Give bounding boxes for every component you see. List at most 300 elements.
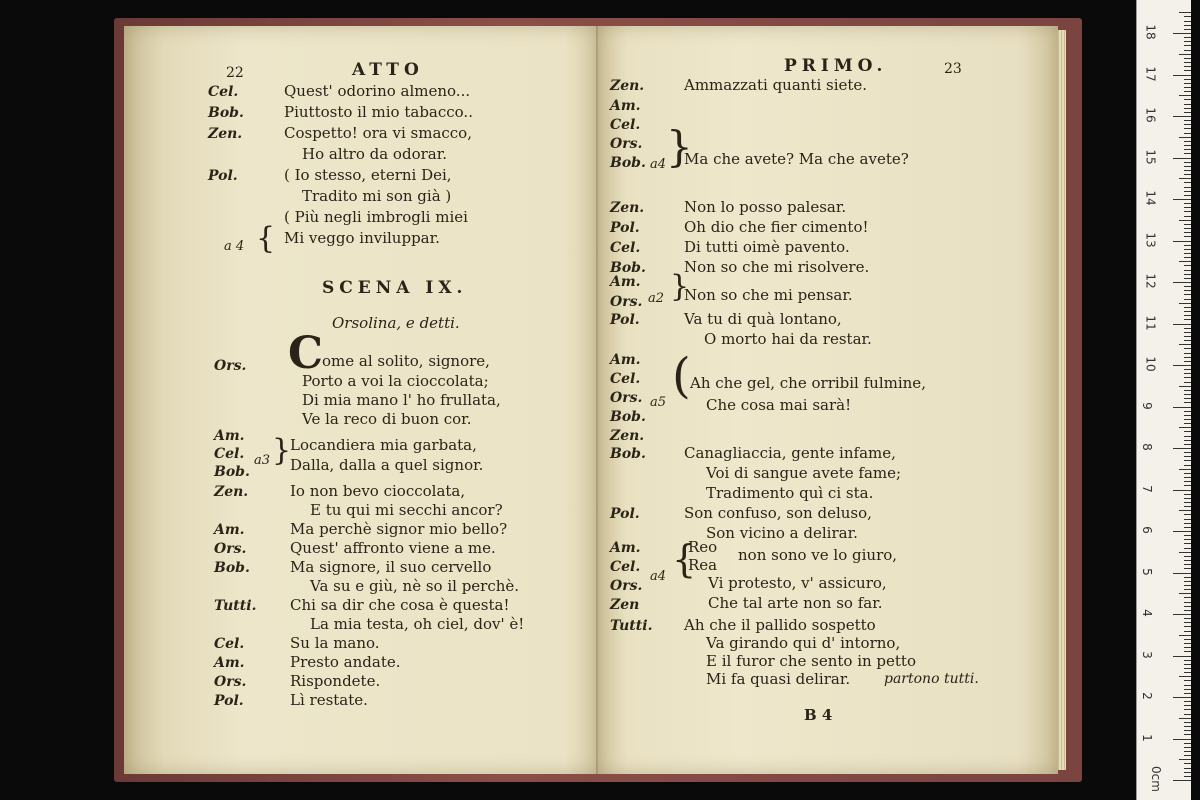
ruler-tick xyxy=(1173,780,1191,781)
ruler-tick xyxy=(1184,755,1191,756)
ruler-tick xyxy=(1184,394,1191,395)
ruler-tick xyxy=(1184,651,1191,652)
ruler-label: 17 xyxy=(1143,65,1158,82)
group2-text: Non so che mi pensar. xyxy=(684,286,853,304)
ruler-tick xyxy=(1184,336,1191,337)
ruler-tick xyxy=(1184,440,1191,441)
ruler-tick xyxy=(1184,87,1191,88)
page-number: 23 xyxy=(944,61,962,77)
ruler-tick xyxy=(1184,498,1191,499)
ruler-label: 16 xyxy=(1143,107,1158,123)
ruler-tick xyxy=(1184,162,1191,163)
ruler-tick xyxy=(1184,456,1191,457)
ruler-label: 0cm xyxy=(1148,766,1163,792)
ruler-tick xyxy=(1184,465,1191,466)
ruler-label: 9 xyxy=(1139,401,1154,410)
ruler-label: 11 xyxy=(1143,314,1158,331)
ruler-tick xyxy=(1184,50,1191,51)
ruler-tick xyxy=(1184,62,1191,63)
ruler-tick xyxy=(1184,382,1191,383)
speaker: Am. xyxy=(214,428,245,444)
ensemble-label: a 4 xyxy=(224,239,245,254)
ruler-tick xyxy=(1184,705,1191,706)
left-page xyxy=(124,26,600,774)
ruler-tick xyxy=(1184,411,1191,412)
ruler-tick xyxy=(1184,274,1191,275)
verse-line: Dalla, dalla a quel signor. xyxy=(290,456,484,474)
ruler-tick xyxy=(1184,70,1191,71)
speaker: Pol. xyxy=(208,168,238,184)
ruler-tick xyxy=(1184,319,1191,320)
ruler-tick xyxy=(1173,739,1191,740)
speaker: Am. xyxy=(610,540,641,556)
ruler-tick xyxy=(1173,614,1191,615)
ruler-label: 5 xyxy=(1139,567,1154,576)
ruler-tick xyxy=(1184,253,1191,254)
ruler-tick xyxy=(1173,697,1191,698)
ruler-tick xyxy=(1184,419,1191,420)
verse-line: Mi veggo inviluppar. xyxy=(284,229,440,247)
ruler-tick xyxy=(1184,79,1191,80)
group1-text: Ma che avete? Ma che avete? xyxy=(684,150,909,168)
verse-line: Canagliaccia, gente infame, xyxy=(684,444,896,462)
ruler-tick xyxy=(1179,344,1191,345)
verse-line: Su la mano. xyxy=(290,634,380,652)
ruler-tick xyxy=(1184,66,1191,67)
ruler-tick xyxy=(1179,54,1191,55)
ruler-tick xyxy=(1184,328,1191,329)
ruler-tick xyxy=(1179,718,1191,719)
verse-line: Ah che il pallido sospetto xyxy=(684,616,876,634)
group3-label: a5 xyxy=(650,395,667,410)
ruler-tick xyxy=(1184,224,1191,225)
ruler-tick xyxy=(1184,776,1191,777)
ruler-tick xyxy=(1184,626,1191,627)
ruler-tick xyxy=(1184,606,1191,607)
verse-line: Che tal arte non so far. xyxy=(708,594,883,612)
ruler-tick xyxy=(1184,311,1191,312)
running-head: PRIMO. xyxy=(784,56,888,76)
speaker: Cel. xyxy=(214,446,245,462)
ruler-tick xyxy=(1184,685,1191,686)
ruler-label: 15 xyxy=(1143,148,1158,165)
speaker: Cel. xyxy=(610,559,641,575)
ruler-tick xyxy=(1184,610,1191,611)
ruler-tick xyxy=(1184,145,1191,146)
ruler-tick xyxy=(1184,556,1191,557)
ruler-tick xyxy=(1184,701,1191,702)
right-page xyxy=(598,26,1058,774)
verse-line: ome al solito, signore, xyxy=(322,352,490,370)
ruler-tick xyxy=(1184,299,1191,300)
ruler-tick xyxy=(1184,207,1191,208)
ruler-tick xyxy=(1184,166,1191,167)
speaker: Zen xyxy=(610,597,640,613)
ruler-tick xyxy=(1184,672,1191,673)
verse-line: non sono ve lo giuro, xyxy=(738,546,898,564)
ruler-tick xyxy=(1173,448,1191,449)
ruler-tick xyxy=(1184,373,1191,374)
verse-line: Vi protesto, v' assicuro, xyxy=(708,574,887,592)
ruler-tick xyxy=(1184,597,1191,598)
speaker: Am. xyxy=(610,274,641,290)
ruler-tick xyxy=(1184,664,1191,665)
ruler-tick xyxy=(1184,21,1191,22)
trio-brace: } xyxy=(272,433,292,468)
verse-line: La mia testa, oh ciel, dov' è! xyxy=(310,615,525,633)
verse-line: Ammazzati quanti siete. xyxy=(684,76,868,94)
ruler-tick xyxy=(1184,182,1191,183)
verse-line: Va su e giù, nè so il perchè. xyxy=(310,577,520,595)
ruler-tick xyxy=(1184,477,1191,478)
drop-cap: C xyxy=(288,328,324,379)
verse-line: Quest' affronto viene a me. xyxy=(290,539,496,557)
ruler-tick xyxy=(1184,568,1191,569)
group2-brace: } xyxy=(670,269,690,304)
ruler-tick xyxy=(1184,494,1191,495)
verse-line: Oh dio che fier cimento! xyxy=(684,218,869,236)
group2-label: a2 xyxy=(648,291,665,306)
ruler-tick xyxy=(1184,216,1191,217)
ruler-tick xyxy=(1184,730,1191,731)
speaker: Zen. xyxy=(214,484,249,500)
ruler-tick xyxy=(1184,543,1191,544)
ruler-tick xyxy=(1184,91,1191,92)
ruler-tick xyxy=(1179,759,1191,760)
ruler-tick xyxy=(1184,245,1191,246)
ruler-tick xyxy=(1173,241,1191,242)
running-head: ATTO xyxy=(352,60,424,80)
ruler-tick xyxy=(1184,398,1191,399)
speaker: Ors. xyxy=(610,578,643,594)
ruler-tick xyxy=(1184,481,1191,482)
ruler-label: 10 xyxy=(1143,356,1158,372)
ruler-tick xyxy=(1184,361,1191,362)
ruler-tick xyxy=(1184,631,1191,632)
speaker: Zen. xyxy=(610,428,645,444)
ruler-tick xyxy=(1184,751,1191,752)
speaker: Zen. xyxy=(610,78,645,94)
ruler-tick xyxy=(1184,668,1191,669)
ruler-tick xyxy=(1184,236,1191,237)
ruler-tick xyxy=(1184,112,1191,113)
group4-label: a4 xyxy=(650,569,667,584)
ruler-tick xyxy=(1173,365,1191,366)
ruler-tick xyxy=(1184,315,1191,316)
ruler-tick xyxy=(1184,535,1191,536)
ruler-tick xyxy=(1184,141,1191,142)
verse-line: Non so che mi risolvere. xyxy=(684,258,870,276)
speaker: Cel. xyxy=(214,636,245,652)
ruler-tick xyxy=(1173,158,1191,159)
ruler-tick xyxy=(1184,58,1191,59)
ruler-tick xyxy=(1184,444,1191,445)
ruler-tick xyxy=(1179,552,1191,553)
ruler-tick xyxy=(1184,693,1191,694)
verse-line: E il furor che sento in petto xyxy=(706,652,916,670)
ruler-tick xyxy=(1173,573,1191,574)
speaker: Bob. xyxy=(214,560,250,576)
ruler-tick xyxy=(1184,402,1191,403)
ruler-tick xyxy=(1184,506,1191,507)
ruler-tick xyxy=(1184,423,1191,424)
ruler-label: 1 xyxy=(1139,733,1154,742)
ruler-tick xyxy=(1184,415,1191,416)
verse-line: Locandiera mia garbata, xyxy=(290,436,477,454)
ruler-tick xyxy=(1184,460,1191,461)
ruler-tick xyxy=(1184,622,1191,623)
speaker: Tutti. xyxy=(214,598,257,614)
ruler-tick xyxy=(1173,324,1191,325)
ruler-tick xyxy=(1184,734,1191,735)
ruler-tick xyxy=(1184,390,1191,391)
stage-direction: partono tutti. xyxy=(884,671,979,687)
ruler-tick xyxy=(1184,523,1191,524)
ruler-tick xyxy=(1173,33,1191,34)
ruler-tick xyxy=(1184,714,1191,715)
ruler-tick xyxy=(1184,357,1191,358)
verse-line: Porto a voi la cioccolata; xyxy=(302,372,489,390)
ruler-tick xyxy=(1184,45,1191,46)
verse-line: ( Più negli imbrogli miei xyxy=(284,208,468,226)
ruler-tick xyxy=(1179,178,1191,179)
ruler-label: 6 xyxy=(1139,526,1154,534)
ruler-tick xyxy=(1184,83,1191,84)
speaker: Cel. xyxy=(610,240,641,256)
ruler-tick xyxy=(1184,203,1191,204)
ruler-tick xyxy=(1184,485,1191,486)
ruler-tick xyxy=(1184,187,1191,188)
ruler-tick xyxy=(1184,29,1191,30)
signature-mark: B 4 xyxy=(804,706,833,724)
speaker: Bob. xyxy=(610,260,646,276)
scene-title: SCENA IX. xyxy=(322,278,468,298)
ruler-tick xyxy=(1184,722,1191,723)
speaker: Pol. xyxy=(214,693,244,709)
ruler-tick xyxy=(1179,635,1191,636)
speaker: Ors. xyxy=(214,674,247,690)
ruler-tick xyxy=(1184,643,1191,644)
ruler-tick xyxy=(1173,656,1191,657)
ruler-tick xyxy=(1184,232,1191,233)
verse-line: Ma perchè signor mio bello? xyxy=(290,520,508,538)
ruler-tick xyxy=(1173,116,1191,117)
ruler-tick xyxy=(1184,585,1191,586)
verse-line: Di mia mano l' ho frullata, xyxy=(302,391,501,409)
ensemble-brace: { xyxy=(256,221,276,256)
ruler-tick xyxy=(1184,377,1191,378)
speaker: Cel. xyxy=(610,117,641,133)
ruler-tick xyxy=(1179,427,1191,428)
speaker: Pol. xyxy=(610,506,640,522)
speaker: Bob. xyxy=(610,155,646,171)
ruler-tick xyxy=(1184,16,1191,17)
ruler-tick xyxy=(1173,199,1191,200)
speaker: Zen. xyxy=(208,126,243,142)
speaker: Tutti. xyxy=(610,618,653,634)
ruler-tick xyxy=(1179,261,1191,262)
ruler-tick xyxy=(1179,220,1191,221)
page-number: 22 xyxy=(226,65,244,81)
ruler-tick xyxy=(1184,527,1191,528)
ruler-tick xyxy=(1179,95,1191,96)
group4-brace: { xyxy=(672,537,697,581)
speaker: Pol. xyxy=(610,312,640,328)
ruler-tick xyxy=(1184,431,1191,432)
ruler-label: 7 xyxy=(1139,484,1154,493)
verse-line: Cospetto! ora vi smacco, xyxy=(284,124,472,142)
ruler-tick xyxy=(1184,548,1191,549)
verse-line: Ho altro da odorar. xyxy=(302,145,447,163)
ruler-tick xyxy=(1184,133,1191,134)
ruler-label: 14 xyxy=(1143,190,1158,206)
ruler-tick xyxy=(1184,618,1191,619)
ruler-label: 13 xyxy=(1143,231,1158,248)
speaker: Ors. xyxy=(214,541,247,557)
ruler-tick xyxy=(1184,680,1191,681)
speaker: Bob. xyxy=(610,409,646,425)
ruler-tick xyxy=(1173,407,1191,408)
ruler-tick xyxy=(1184,581,1191,582)
verse-line: Quest' odorino almeno... xyxy=(284,82,471,100)
ruler-tick xyxy=(1184,290,1191,291)
scene-subtitle: Orsolina, e detti. xyxy=(332,314,460,332)
ruler-tick xyxy=(1184,25,1191,26)
group1-label: a4 xyxy=(650,157,667,172)
speaker: Am. xyxy=(610,352,641,368)
ruler-tick xyxy=(1184,41,1191,42)
verse-line: Non lo posso palesar. xyxy=(684,198,847,216)
verse-line: Mi fa quasi delirar. xyxy=(706,670,851,688)
group3-brace: ( xyxy=(672,348,691,404)
speaker: Am. xyxy=(610,98,641,114)
ruler-label: 12 xyxy=(1143,273,1158,289)
verse-line: Rispondete. xyxy=(290,672,381,690)
ruler-tick xyxy=(1184,647,1191,648)
ruler-tick xyxy=(1184,37,1191,38)
choice-rea: Rea xyxy=(688,556,718,574)
ruler-tick xyxy=(1184,265,1191,266)
ruler-tick xyxy=(1184,768,1191,769)
ruler-tick xyxy=(1184,709,1191,710)
ruler-tick xyxy=(1184,560,1191,561)
ruler-tick xyxy=(1173,282,1191,283)
verse-line: Ma signore, il suo cervello xyxy=(290,558,492,576)
ruler-tick xyxy=(1179,12,1191,13)
speaker: Cel. xyxy=(208,84,239,100)
speaker: Ors. xyxy=(610,390,643,406)
verse-line: Di tutti oimè pavento. xyxy=(684,238,850,256)
ruler-tick xyxy=(1184,294,1191,295)
ruler-tick xyxy=(1184,270,1191,271)
ruler-tick xyxy=(1184,772,1191,773)
group1-brace: } xyxy=(666,122,693,171)
verse-line: Io non bevo cioccolata, xyxy=(290,482,466,500)
ruler-label: 18 xyxy=(1143,24,1158,40)
ruler-tick xyxy=(1184,153,1191,154)
ruler-tick xyxy=(1184,99,1191,100)
verse-line: Son confuso, son deluso, xyxy=(684,504,872,522)
ruler-tick xyxy=(1184,639,1191,640)
ruler-tick xyxy=(1179,137,1191,138)
ruler-label: 3 xyxy=(1139,650,1154,659)
speaker: Ors. xyxy=(610,294,643,310)
ruler-tick xyxy=(1184,348,1191,349)
ruler-tick xyxy=(1184,278,1191,279)
speaker: Ors. xyxy=(610,136,643,152)
ruler-tick xyxy=(1184,589,1191,590)
verse-line: Presto andate. xyxy=(290,653,401,671)
ruler-tick xyxy=(1184,120,1191,121)
ruler-tick xyxy=(1184,249,1191,250)
ruler-tick xyxy=(1184,726,1191,727)
verse-line: Tradimento quì ci sta. xyxy=(706,484,874,502)
ruler-tick xyxy=(1179,469,1191,470)
ruler-tick xyxy=(1184,307,1191,308)
ruler-tick xyxy=(1184,340,1191,341)
verse-line: Son vicino a delirar. xyxy=(706,524,858,542)
ruler-tick xyxy=(1184,257,1191,258)
ruler-tick xyxy=(1184,763,1191,764)
speaker: Pol. xyxy=(610,220,640,236)
ruler-tick xyxy=(1179,386,1191,387)
ruler-tick xyxy=(1184,124,1191,125)
speaker: Bob. xyxy=(610,446,646,462)
ruler-tick xyxy=(1184,660,1191,661)
ruler-tick xyxy=(1179,676,1191,677)
ruler-tick xyxy=(1179,593,1191,594)
ruler-label: 4 xyxy=(1139,609,1154,617)
verse-line: O morto hai da restar. xyxy=(704,330,872,348)
verse-line: Va tu di quà lontano, xyxy=(684,310,842,328)
ruler-tick xyxy=(1184,332,1191,333)
verse-line: ( Io stesso, eterni Dei, xyxy=(284,166,452,184)
ruler-tick xyxy=(1184,436,1191,437)
ruler-tick xyxy=(1184,577,1191,578)
ruler-tick xyxy=(1184,128,1191,129)
speaker: Bob. xyxy=(208,105,244,121)
ruler-tick xyxy=(1184,452,1191,453)
ruler-tick xyxy=(1179,510,1191,511)
ruler-tick xyxy=(1184,108,1191,109)
ruler-tick xyxy=(1184,174,1191,175)
ruler-tick xyxy=(1184,519,1191,520)
verse-line: Piuttosto il mio tabacco.. xyxy=(284,103,473,121)
verse-line: Chi sa dir che cosa è questa! xyxy=(290,596,510,614)
verse-line: Ah che gel, che orribil fulmine, xyxy=(690,374,926,392)
ruler-tick xyxy=(1184,502,1191,503)
ruler-tick xyxy=(1184,104,1191,105)
ruler-tick xyxy=(1184,564,1191,565)
ruler-tick xyxy=(1184,514,1191,515)
verse-line: Tradito mi son già ) xyxy=(302,187,452,205)
ruler-tick xyxy=(1184,689,1191,690)
measurement-ruler xyxy=(1136,0,1191,800)
ruler-label: 2 xyxy=(1139,692,1154,700)
ruler-tick xyxy=(1173,531,1191,532)
ruler-tick xyxy=(1184,195,1191,196)
ruler-tick xyxy=(1184,211,1191,212)
ruler-tick xyxy=(1184,747,1191,748)
ruler-tick xyxy=(1184,228,1191,229)
verse-line: Ve la reco di buon cor. xyxy=(302,410,472,428)
speaker: Zen. xyxy=(610,200,645,216)
verse-line: Va girando qui d' intorno, xyxy=(706,634,901,652)
ruler-tick xyxy=(1184,191,1191,192)
ruler-tick xyxy=(1173,490,1191,491)
ruler-tick xyxy=(1184,602,1191,603)
speaker: Am. xyxy=(214,522,245,538)
